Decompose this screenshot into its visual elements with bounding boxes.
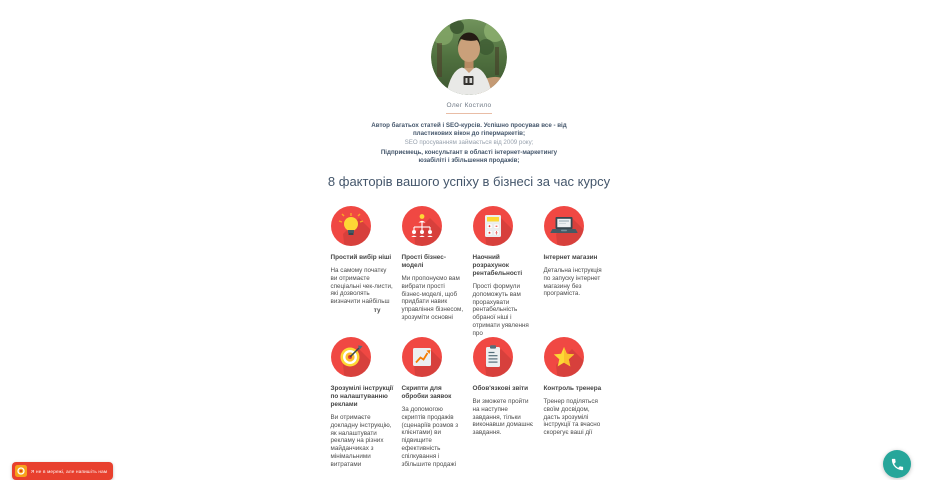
section-heading: 8 факторів вашого успіху в бізнесі за час курсу — [327, 173, 611, 189]
feature-title: Скрипти для обробки заявок — [401, 384, 452, 400]
feature-text: Ви отримаєте докладну інструкцію, як налаштувати рекламу на різних майданчиках з мінімальними витратами — [330, 413, 392, 468]
feature-title: Наочний розрахунок рентабельності — [472, 253, 523, 277]
feature-card-trainer-control — [544, 337, 608, 469]
feature-text-overflow: ту — [373, 306, 381, 314]
feature-card-reports — [473, 337, 537, 469]
bio-line-1: Автор багатьох статей і SEO-курсів. Успішно просував все - від пластикових вікон до гіпермаркетів; — [371, 122, 567, 138]
feature-card-online-store — [544, 206, 608, 337]
feature-title: Прості бізнес-моделі — [401, 253, 446, 269]
star-icon — [544, 337, 584, 377]
bio-line-3: Підприємець, консультант в області інтернет-маркетингу юзабіліті і збільшення продажів; — [380, 148, 558, 164]
feature-card-scripts — [402, 337, 466, 469]
feature-text: За допомогою скриптів продажів (сценаріїв розмов з клієнтами) ви підвищите ефективність спілкування і збільшите продажі — [401, 405, 459, 468]
features-grid — [331, 206, 608, 469]
org-chart-icon — [402, 206, 442, 246]
trainer-avatar — [431, 19, 507, 95]
feature-text: Детальна інструкція по запуску інтернет магазину без програміста. — [543, 266, 602, 298]
feature-text: На самому початку ви отримаєте спеціальні чек-листи, які дозволять визначити найбільш — [330, 266, 393, 306]
toast-message: Я не в мережі, але напишіть нам — [31, 468, 108, 474]
lightbulb-icon — [331, 206, 371, 246]
name-underline — [446, 113, 492, 114]
bio-line-2: SEO просуванням займається від 2009 року; — [404, 139, 534, 147]
feature-title: Контроль тренера — [543, 384, 602, 392]
laptop-icon — [544, 206, 584, 246]
feature-title: Простий вибір ніші — [330, 253, 392, 261]
feature-card-models — [402, 206, 466, 337]
feature-card-niche — [331, 206, 395, 337]
call-widget-button[interactable] — [883, 450, 911, 478]
feature-text: Ви зможете пройти на наступне завдання, тільки виконавши домашнє завдання. — [472, 397, 534, 437]
feature-text: Прості формули допоможуть вам прорахувати рентабельність обраної ніші і отримати уявлення про — [472, 282, 529, 337]
toast-logo-icon — [15, 465, 27, 477]
feature-text: Ми пропонуємо вам вибрати прості бізнес-моделі, щоб придбати навик управління бізнесом, зрозуміти основні — [401, 274, 464, 321]
clipboard-icon — [473, 337, 513, 377]
trainer-name: Олег Костило — [446, 102, 492, 109]
target-icon — [331, 337, 371, 377]
landing-page — [0, 19, 938, 480]
calculator-icon — [473, 206, 513, 246]
phone-icon — [890, 457, 905, 472]
feature-title: Зрозумілі інструкції по налаштуванню реклами — [330, 384, 394, 408]
feature-card-profitability — [473, 206, 537, 337]
chart-icon — [402, 337, 442, 377]
feature-text: Тренер поділяться своїм досвідом, дасть зрозумілі інструкції та вчасно скорегує ваші дії — [543, 397, 601, 437]
feature-title: Обов'язкові звіти — [472, 384, 529, 392]
feature-card-ads — [331, 337, 395, 469]
trainer-bio — [369, 122, 569, 165]
feature-title: Інтернет магазин — [543, 253, 598, 261]
notification-toast[interactable] — [12, 462, 113, 480]
